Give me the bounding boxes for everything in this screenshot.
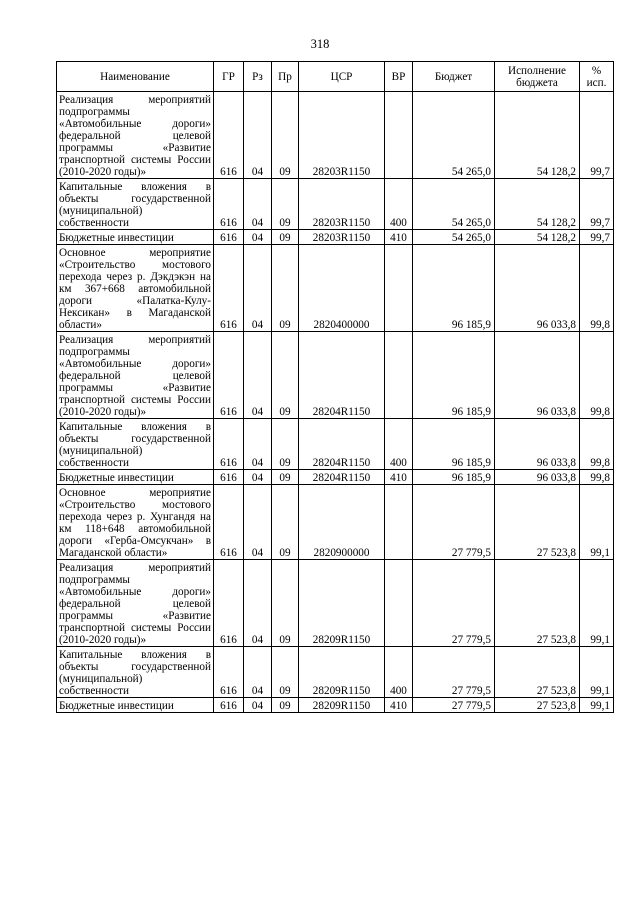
cell-pr: 09 (272, 332, 299, 419)
cell-execution: 27 523,8 (495, 560, 580, 647)
cell-name: Основное мероприятие «Строительство мостового перехода через р. Дэкдэкэн на км 367+668 автомобильной дороги «Палатка-Кулу-Нексикан» в Магаданской области» (57, 245, 214, 332)
cell-name: Бюджетные инвестиции (57, 698, 214, 713)
table-row (57, 245, 614, 332)
cell-execution: 27 523,8 (495, 698, 580, 713)
cell-name: Капитальные вложения в объекты государственной (муниципальной) собственности (57, 647, 214, 698)
cell-name: Капитальные вложения в объекты государственной (муниципальной) собственности (57, 179, 214, 230)
table-header-row (57, 62, 614, 92)
cell-gr: 616 (214, 179, 244, 230)
cell-csr: 28204R1150 (299, 332, 385, 419)
cell-csr: 28203R1150 (299, 92, 385, 179)
cell-name: Реализация мероприятий подпрограммы «Автомобильные дороги» федеральной целевой программы «Развитие транспортной системы России (2010-2020 годы)» (57, 332, 214, 419)
cell-rz: 04 (244, 419, 272, 470)
cell-execution: 54 128,2 (495, 230, 580, 245)
cell-percent: 99,7 (580, 179, 614, 230)
table-row (57, 485, 614, 560)
cell-name: Капитальные вложения в объекты государственной (муниципальной) собственности (57, 419, 214, 470)
cell-execution: 27 523,8 (495, 485, 580, 560)
cell-execution: 96 033,8 (495, 470, 580, 485)
cell-percent: 99,1 (580, 560, 614, 647)
cell-name: Основное мероприятие «Строительство мостового перехода через р. Хунгандя на км 118+648 автомобильной дороги «Герба-Омсукчан» в Магаданской области» (57, 485, 214, 560)
cell-csr: 28209R1150 (299, 647, 385, 698)
header-gr: ГР (214, 62, 244, 92)
cell-csr: 28204R1150 (299, 419, 385, 470)
cell-gr: 616 (214, 470, 244, 485)
cell-execution: 96 033,8 (495, 245, 580, 332)
cell-budget: 54 265,0 (413, 230, 495, 245)
cell-pr: 09 (272, 230, 299, 245)
cell-csr: 28204R1150 (299, 470, 385, 485)
cell-csr: 28203R1150 (299, 179, 385, 230)
cell-name: Бюджетные инвестиции (57, 470, 214, 485)
table-row (57, 332, 614, 419)
header-vr: ВР (385, 62, 413, 92)
cell-percent: 99,1 (580, 485, 614, 560)
cell-gr: 616 (214, 698, 244, 713)
page-number: 318 (310, 37, 330, 51)
cell-gr: 616 (214, 92, 244, 179)
cell-csr: 2820400000 (299, 245, 385, 332)
budget-table (56, 61, 614, 713)
table-row (57, 647, 614, 698)
cell-percent: 99,8 (580, 419, 614, 470)
cell-budget: 96 185,9 (413, 470, 495, 485)
cell-vr (385, 92, 413, 179)
cell-rz: 04 (244, 560, 272, 647)
cell-gr: 616 (214, 419, 244, 470)
cell-csr: 28209R1150 (299, 698, 385, 713)
cell-gr: 616 (214, 230, 244, 245)
cell-gr: 616 (214, 245, 244, 332)
table-row (57, 179, 614, 230)
cell-rz: 04 (244, 470, 272, 485)
cell-budget: 54 265,0 (413, 179, 495, 230)
cell-pr: 09 (272, 419, 299, 470)
cell-vr (385, 332, 413, 419)
cell-percent: 99,7 (580, 230, 614, 245)
cell-execution: 54 128,2 (495, 92, 580, 179)
cell-vr: 400 (385, 647, 413, 698)
cell-pr: 09 (272, 92, 299, 179)
header-csr: ЦСР (299, 62, 385, 92)
table-row (57, 419, 614, 470)
header-name: Наименование (57, 62, 214, 92)
cell-vr: 400 (385, 179, 413, 230)
cell-gr: 616 (214, 332, 244, 419)
cell-rz: 04 (244, 92, 272, 179)
cell-pr: 09 (272, 647, 299, 698)
table-row (57, 470, 614, 485)
table-row (57, 698, 614, 713)
cell-percent: 99,7 (580, 92, 614, 179)
header-percent: % исп. (580, 62, 614, 92)
cell-pr: 09 (272, 470, 299, 485)
cell-gr: 616 (214, 560, 244, 647)
cell-execution: 96 033,8 (495, 419, 580, 470)
cell-percent: 99,1 (580, 698, 614, 713)
cell-budget: 27 779,5 (413, 647, 495, 698)
cell-pr: 09 (272, 485, 299, 560)
cell-pr: 09 (272, 245, 299, 332)
cell-percent: 99,8 (580, 245, 614, 332)
cell-pr: 09 (272, 560, 299, 647)
cell-percent: 99,8 (580, 332, 614, 419)
header-rz: Рз (244, 62, 272, 92)
cell-csr: 28209R1150 (299, 560, 385, 647)
cell-rz: 04 (244, 230, 272, 245)
cell-pr: 09 (272, 698, 299, 713)
cell-budget: 27 779,5 (413, 560, 495, 647)
cell-name: Реализация мероприятий подпрограммы «Автомобильные дороги» федеральной целевой программы «Развитие транспортной системы России (2010-2020 годы)» (57, 92, 214, 179)
cell-rz: 04 (244, 332, 272, 419)
cell-rz: 04 (244, 179, 272, 230)
cell-rz: 04 (244, 647, 272, 698)
cell-csr: 2820900000 (299, 485, 385, 560)
cell-budget: 54 265,0 (413, 92, 495, 179)
cell-rz: 04 (244, 698, 272, 713)
cell-execution: 54 128,2 (495, 179, 580, 230)
cell-gr: 616 (214, 485, 244, 560)
cell-name: Реализация мероприятий подпрограммы «Автомобильные дороги» федеральной целевой программы «Развитие транспортной системы России (2010-2020 годы)» (57, 560, 214, 647)
cell-vr (385, 560, 413, 647)
header-pr: Пр (272, 62, 299, 92)
table-body (57, 92, 614, 713)
cell-pr: 09 (272, 179, 299, 230)
cell-budget: 96 185,9 (413, 419, 495, 470)
cell-budget: 96 185,9 (413, 245, 495, 332)
cell-execution: 27 523,8 (495, 647, 580, 698)
table-row (57, 560, 614, 647)
cell-budget: 27 779,5 (413, 698, 495, 713)
cell-budget: 27 779,5 (413, 485, 495, 560)
cell-percent: 99,1 (580, 647, 614, 698)
cell-vr: 410 (385, 698, 413, 713)
cell-execution: 96 033,8 (495, 332, 580, 419)
cell-vr (385, 485, 413, 560)
cell-name: Бюджетные инвестиции (57, 230, 214, 245)
header-budget: Бюджет (413, 62, 495, 92)
cell-gr: 616 (214, 647, 244, 698)
header-execution: Исполнение бюджета (495, 62, 580, 92)
cell-vr (385, 245, 413, 332)
cell-budget: 96 185,9 (413, 332, 495, 419)
cell-rz: 04 (244, 485, 272, 560)
cell-vr: 410 (385, 470, 413, 485)
cell-vr: 400 (385, 419, 413, 470)
cell-vr: 410 (385, 230, 413, 245)
table-row (57, 92, 614, 179)
cell-percent: 99,8 (580, 470, 614, 485)
table-row (57, 230, 614, 245)
cell-csr: 28203R1150 (299, 230, 385, 245)
cell-rz: 04 (244, 245, 272, 332)
